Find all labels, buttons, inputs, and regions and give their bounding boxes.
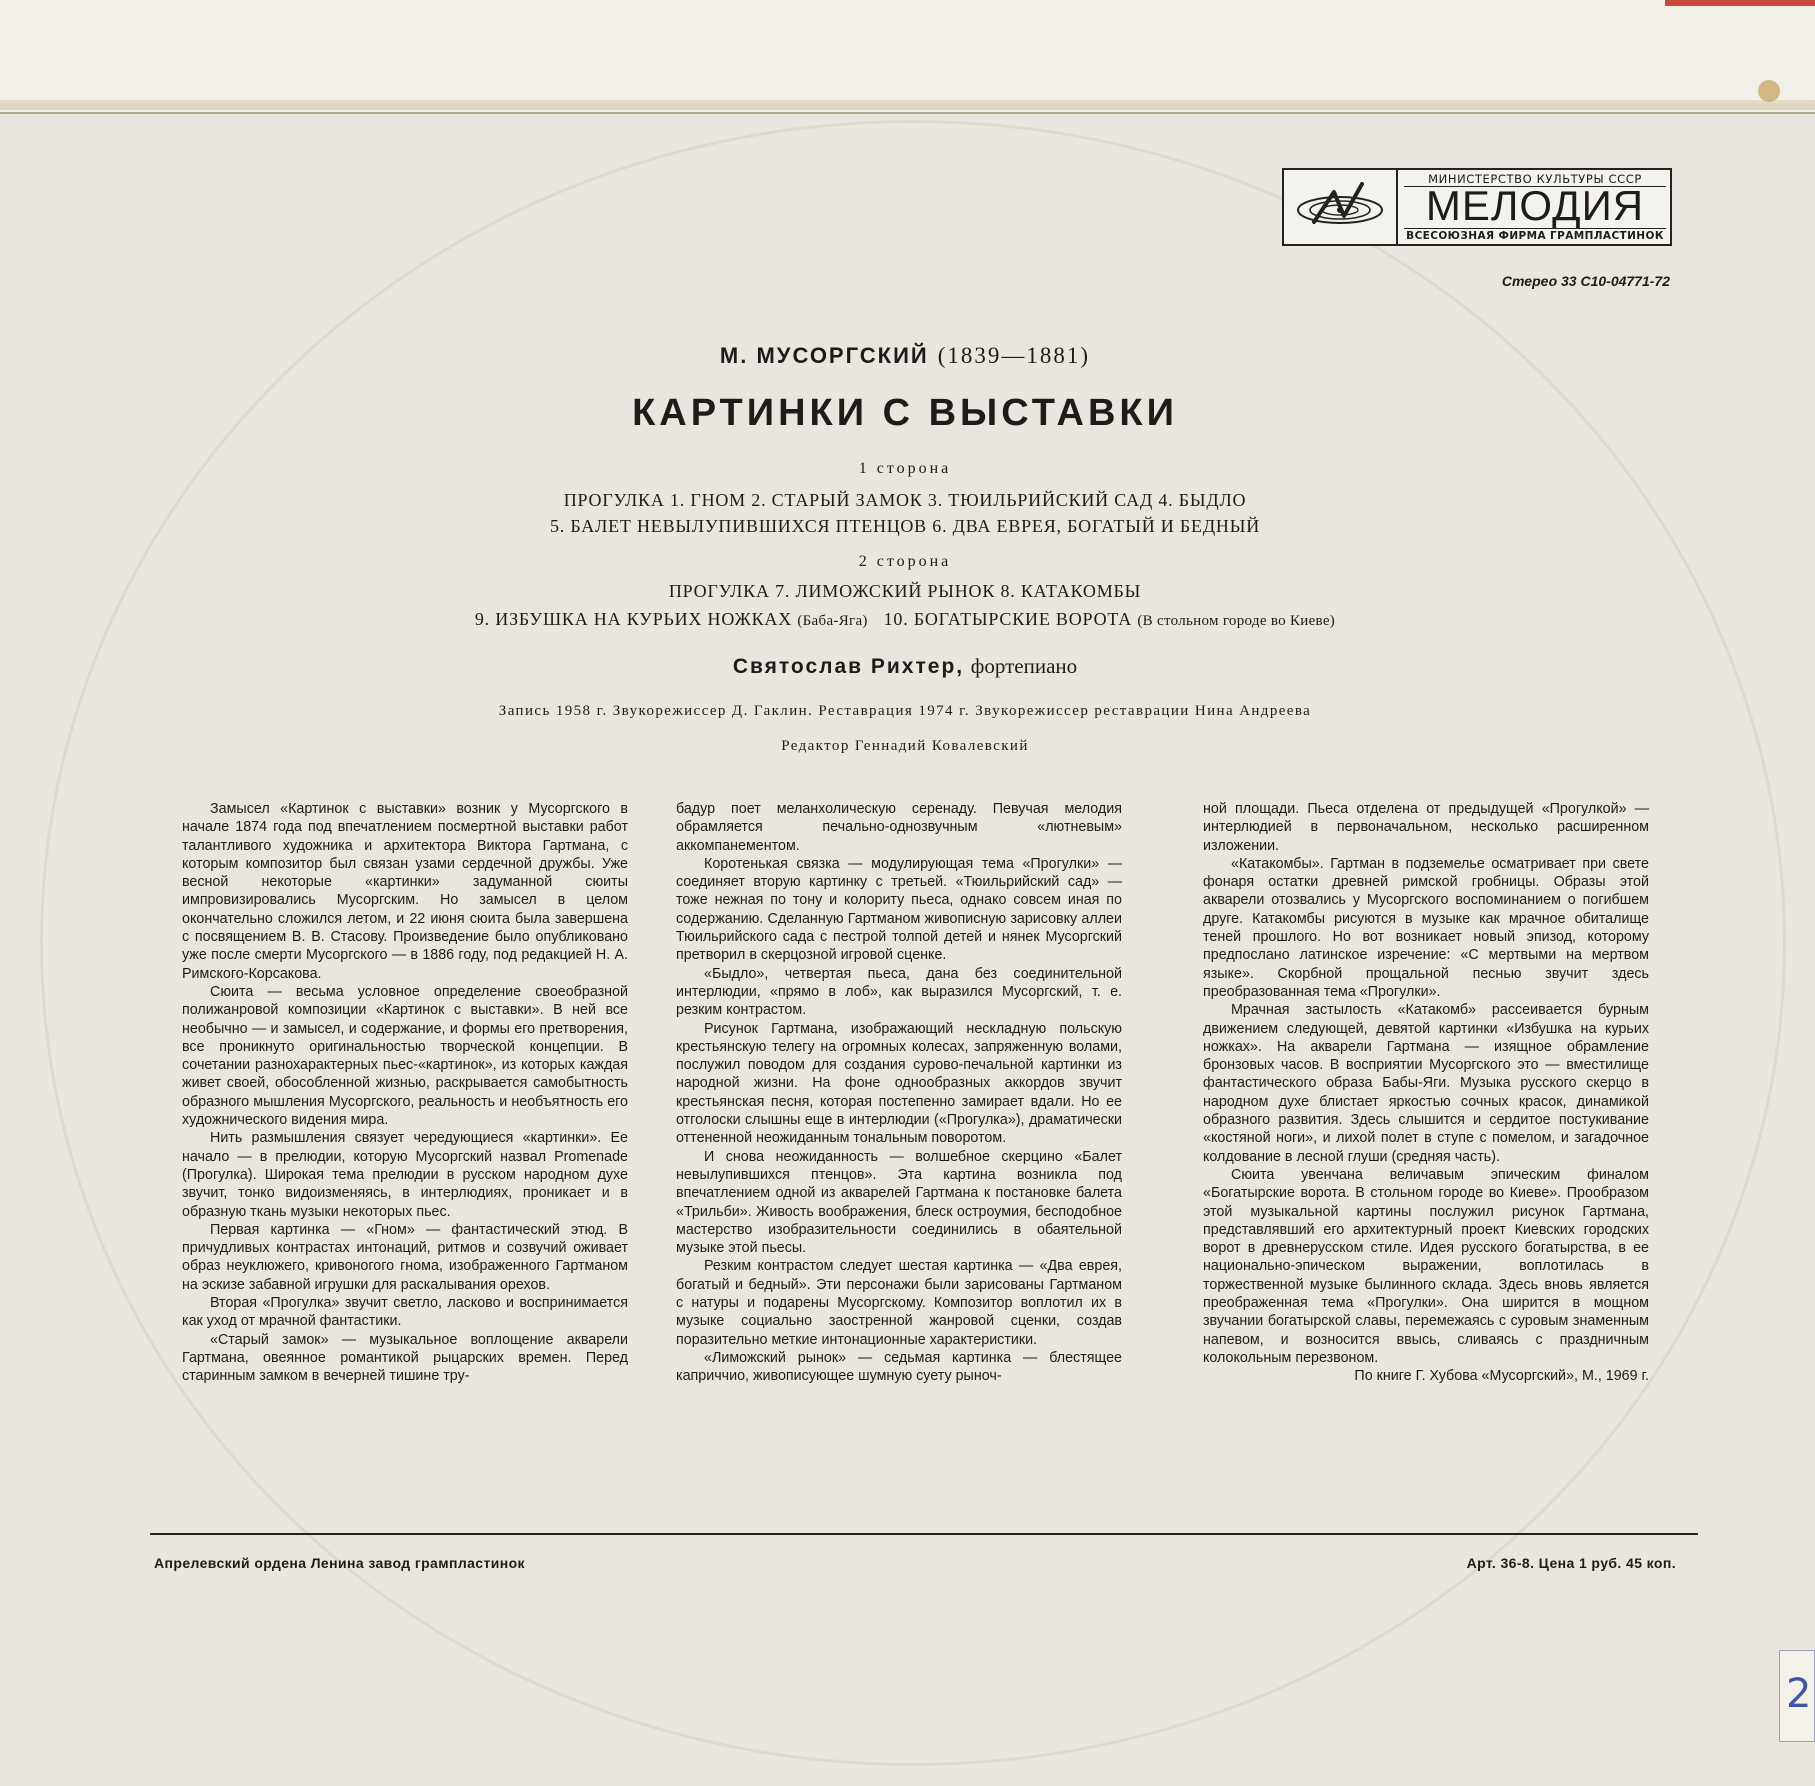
paragraph: Вторая «Прогулка» звучит светло, ласково и воспринимается как уход от мрачной фантастики. (182, 1295, 628, 1330)
paragraph: Коротенькая связка — модулирующая тема «Прогулки» — соединяет вторую картинку с третьей. «Тюильрийский сад» — тоже нежная по тону и колориту пьеса, однако совсем иная по содержанию. Сделанную Гартманом живописную зарисовку аллеи Тюильрийского сада с пестрой толпой детей и нянек Мусоргский претворил в скерцозной игровой сценке. (676, 855, 1122, 964)
paragraph: «Лиможский рынок» — седьмая картинка — блестящее каприччио, живописующее шумную суету рыноч- (676, 1349, 1122, 1385)
manufacturer-text: Апрелевский ордена Ленина завод грампластинок (154, 1555, 525, 1571)
track-10-title: 10. БОГАТЫРСКИЕ ВОРОТА (883, 609, 1133, 629)
side-1-tracks-line-1: ПРОГУЛКА 1. ГНОМ 2. СТАРЫЙ ЗАМОК 3. ТЮИЛЬРИЙСКИЙ САД 4. БЫДЛО (563, 490, 1247, 510)
performer-name: Святослав Рихтер, (732, 655, 965, 678)
side-1-label: 1 сторона (858, 460, 952, 477)
melodiya-emblem-icon (1284, 170, 1398, 244)
liner-notes-column-2 (676, 800, 1122, 1386)
composer-line (400, 343, 1410, 369)
paragraph: Первая картинка — «Гном» — фантастический этюд. В причудливых контрастах интонаций, ритмов и созвучий оживает образ неуклюжего, кривоногого гнома, изображенного Гартманом на эскизе забавной игрушки для раскалывания орехов. (182, 1221, 628, 1293)
footer-divider (150, 1533, 1698, 1535)
paragraph: Рисунок Гартмана, изображающий нескладную польскую крестьянскую телегу на огромных колесах, запряженную волами, послужил поводом для создания сурово-печальной картинки из народной жизни. На фоне однообразных аккордов звучит крестьянская песня, которая постепенно замирает вдали. Но ее отголоски слышны еще в интерлюдии («Прогулка»), драматически оттененной неожиданным тональным поворотом. (676, 1020, 1122, 1147)
paragraph: Сюита — весьма условное определение своеобразной полижанровой композиции «Картинок с выставки». В ней все необычно — и замысел, и содержание, и формы его претворения, все проникнуто оригинальностью творческой концепции. В сочетании разнохарактерных пьес-«картинок», из которых каждая живет своей, обособленной жизнью, раскрывается самобытность образного мышления Мусоргского, реальность и необъятность его художнического видения мира. (182, 983, 628, 1129)
liner-notes-column-1 (182, 800, 628, 1386)
album-title: КАРТИНКИ С ВЫСТАВКИ (632, 392, 1178, 434)
sleeve-top-flap (0, 0, 1815, 114)
price-text: Арт. 36-8. Цена 1 руб. 45 коп. (1466, 1555, 1676, 1571)
paragraph: Замысел «Картинок с выставки» возник у Мусоргского в начале 1874 года под впечатлением посмертной выставки работ талантливого художника и архитектора Виктора Гартмана, с которым композитор был связан узами сердечной дружбы. Уже весной некоторые «картинки» задуманной сюиты импровизировались Мусоргским. Но замысел в целом окончательно сложился летом, и 22 июня сюита была завершена с посвящением В. В. Стасову. Произведение было опубликовано уже после смерти Мусоргского — в 1886 году, под редакцией Н. А. Римского-Корсакова. (182, 801, 628, 982)
source-signature: По книге Г. Хубова «Мусоргский», М., 1969 г. (1354, 1368, 1649, 1385)
side-1-tracks-line-2: 5. БАЛЕТ НЕВЫЛУПИВШИХСЯ ПТЕНЦОВ 6. ДВА ЕВРЕЯ, БОГАТЫЙ И БЕДНЫЙ (549, 516, 1261, 536)
logo-firm-text: ВСЕСОЮЗНАЯ ФИРМА ГРАМПЛАСТИНОК (1404, 228, 1666, 243)
melodiya-logo (1282, 168, 1672, 246)
corner-sticker (1779, 1650, 1815, 1742)
performer-line (500, 654, 1310, 679)
paragraph: «Катакомбы». Гартман в подземелье осматривает при свете фонаря остатки древней римской гробницы. Образы этой акварели отозвались у Мусоргского воспоминанием о погибшем друге. Катакомбы рисуются в музыке как мрачное обиталище теней прошлого. Но вот возникает новый эпизод, которому предпослано латинское изречение: «С мертвыми на мертвом языке». Скорбной прощальной песнью звучит здесь преобразованная тема «Прогулки». (1203, 855, 1649, 1000)
composer-name: М. МУСОРГСКИЙ (719, 343, 929, 368)
adhesive-tape-strip (0, 100, 1815, 110)
paragraph: Резким контрастом следует шестая картинка — «Два еврея, богатый и бедный». Эти персонажи были зарисованы Гартманом с натуры и подарены Мусоргскому. Композитор воплотил их в музыке социально заостренной жанровой сценки, создав поразительно меткие интонационные характеристики. (676, 1258, 1122, 1348)
red-edge-strip (1665, 0, 1815, 6)
liner-notes-column-3 (1203, 800, 1649, 1386)
side-2-label: 2 сторона (858, 553, 952, 570)
recording-credits: Запись 1958 г. Звукорежиссер Д. Гаклин. Реставрация 1974 г. Звукорежиссер реставрации Нина Андреева (498, 703, 1312, 719)
paragraph: бадур поет меланхолическую серенаду. Певучая мелодия обрамляется печально-однозвучным «лютневым» аккомпанементом. (676, 801, 1122, 854)
performer-instrument: фортепиано (970, 654, 1078, 678)
paragraph: Мрачная застылость «Катакомб» рассеивается бурным движением следующей, девятой картинки «Избушка на курьих ножках». На акварели Гартмана — изящное обрамление бронзовых часов. В восприятии Мусоргского это — вместилище фантастического образа Бабы-Яги. Музыка русского скерцо в народном духе блистает яркостью сочных красок, динамикой образного развития. Здесь слышится и сердитое постукивание «костяной ноги», и лихой полет в ступе с помелом, и загадочное колдование в лесной глуши (средняя часть). (1203, 1002, 1649, 1165)
side-2-tracks-line-1: ПРОГУЛКА 7. ЛИМОЖСКИЙ РЫНОК 8. КАТАКОМБЫ (668, 581, 1142, 601)
paragraph: ной площади. Пьеса отделена от предыдущей «Прогулкой» — интерлюдией в первоначальном, несколько расширенном изложении. (1203, 801, 1649, 854)
composer-years: (1839—1881) (937, 343, 1091, 368)
paragraph: «Быдло», четвертая пьеса, дана без соединительной интерлюдии, «прямо в лоб», как выразился Мусоргский, т. е. резким контрастом. (676, 965, 1122, 1019)
track-9-title: 9. ИЗБУШКА НА КУРЬИХ НОЖКАХ (474, 609, 793, 629)
paragraph: Нить размышления связует чередующиеся «картинки». Ее начало — в прелюдии, которую Мусоргский назвал Promenade (Прогулка). Широкая тема прелюдии в русском народном духе звучит, тонко видоизменяясь, в интерлюдиях, проникает и в образную ткань музыки некоторых пьес. (182, 1130, 628, 1220)
logo-brand-name: МЕЛОДИЯ (1425, 182, 1645, 229)
side-2-tracks-line-2 (380, 609, 1430, 630)
paragraph: И снова неожиданность — волшебное скерцино «Балет невылупившихся птенцов». Эта картина возникла под впечатлением одной из акварелей Гартмана к постановке балета «Трильби». Живость воображения, блеск остроумия, бесподобное мастерство изобразительности соединились в обаятельной музыке этой пьесы. (676, 1148, 1122, 1257)
track-10-subtitle: (В стольном городе во Киеве) (1137, 613, 1336, 629)
paragraph: «Старый замок» — музыкальное воплощение акварели Гартмана, овеянное романтикой рыцарских времен. Перед старинным замком в вечерней тишине тру- (182, 1331, 628, 1385)
paragraph: Сюита увенчана величавым эпическим финалом «Богатырские ворота. В стольном городе во Киеве». Прообразом этой музыкальной картины послужил рисунок Гартмана, представлявший его архитектурный проект Киевских городских ворот в древнерусском стиле. Идея русского богатырства, в ее национально-эпическом выражении, воплотилась в торжественной музыке былинного склада. Здесь вновь является преображенная тема «Прогулки». Она ширится в мощном звучании богатырской славы, перемежаясь с суровым знаменным напевом, и возносится ввысь, сливаясь с праздничным колокольным перезвоном. (1203, 1166, 1649, 1366)
handwritten-mark: 2 (1786, 1671, 1812, 1717)
stain-mark (1758, 80, 1780, 102)
logo-ministry-text: МИНИСТЕРСТВО КУЛЬТУРЫ СССР (1404, 172, 1666, 187)
catalog-number: Стерео 33 С10-04771-72 (1501, 273, 1670, 289)
track-9-subtitle: (Баба-Яга) (797, 613, 868, 629)
editor-credit: Редактор Геннадий Ковалевский (781, 738, 1029, 754)
